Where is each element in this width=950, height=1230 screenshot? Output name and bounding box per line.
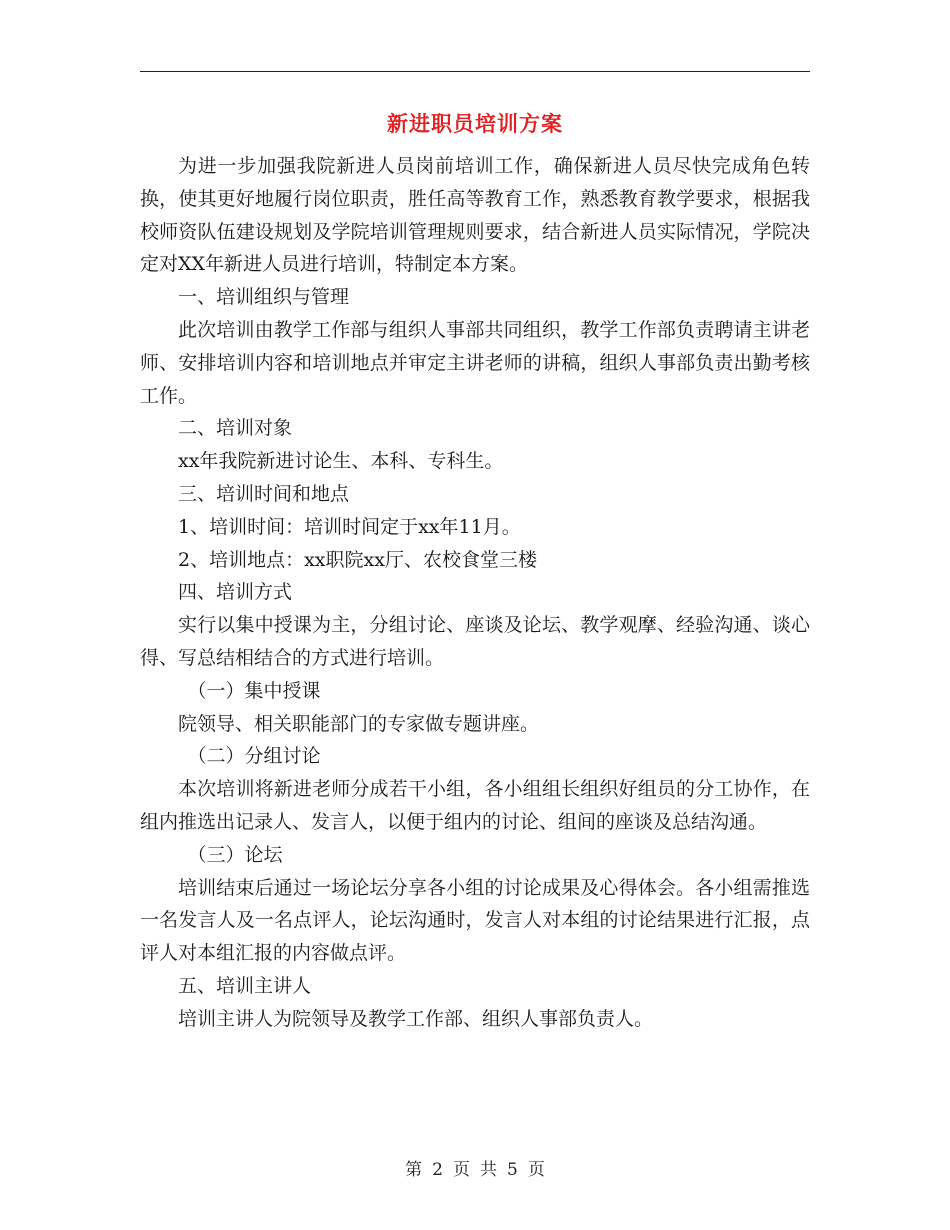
subheading-lectures: （一）集中授课 — [187, 679, 321, 702]
subheading-group-discussion: （二）分组讨论 — [187, 745, 321, 768]
speakers-paragraph: 培训主讲人为院领导及教学工作部、组织人事部负责人。 — [178, 1007, 654, 1030]
group-discussion-paragraph: 本次培训将新进老师分成若干小组，各小组组长组织好组员的分工协作，在组内推选出记录人、发言人，以便于组内的讨论、组间的座谈及总结沟通。 — [140, 778, 810, 833]
method-paragraph: 实行以集中授课为主，分组讨论、座谈及论坛、教学观摩、经验沟通、谈心得、写总结相结合的方式进行培训。 — [140, 614, 810, 669]
footer-suffix: 页 — [527, 1160, 545, 1180]
footer-total-pages: 5 — [507, 1160, 518, 1180]
subheading-forum: （三）论坛 — [187, 843, 283, 866]
footer-page-word: 页 — [453, 1160, 470, 1180]
place-paragraph: 2、培训地点：xx职院xx厅、农校食堂三楼 — [178, 548, 537, 571]
lectures-paragraph: 院领导、相关职能部门的专家做专题讲座。 — [178, 712, 540, 735]
document-body — [140, 150, 810, 1036]
page-footer — [0, 1155, 950, 1180]
intro-paragraph: 为进一步加强我院新进人员岗前培训工作，确保新进人员尽快完成角色转换，使其更好地履行岗位职责，胜任高等教育工作，熟悉教育教学要求，根据我校师资队伍建设规划及学院培训管理规则要求，结合新进人员实际情况，学院决定对XX年新进人员进行培训，特制定本方案。 — [140, 155, 810, 276]
audience-paragraph: xx年我院新进讨论生、本科、专科生。 — [178, 450, 504, 473]
footer-prefix: 第 — [405, 1160, 423, 1180]
document-title: 新进职员培训方案 — [387, 111, 563, 136]
footer-total-word: 共 — [480, 1160, 497, 1180]
section-heading-organization: 一、培训组织与管理 — [178, 286, 350, 309]
forum-paragraph: 培训结束后通过一场论坛分享各小组的讨论成果及心得体会。各小组需推选一名发言人及一名点评人，论坛沟通时，发言人对本组的讨论结果进行汇报，点评人对本组汇报的内容做点评。 — [140, 876, 810, 965]
organization-paragraph: 此次培训由教学工作部与组织人事部共同组织，教学工作部负责聘请主讲老师、安排培训内容和培训地点并审定主讲老师的讲稿，组织人事部负责出勤考核工作。 — [140, 318, 810, 407]
header-rule — [140, 71, 810, 72]
section-heading-audience: 二、培训对象 — [178, 417, 293, 440]
section-heading-speakers: 五、培训主讲人 — [178, 974, 312, 997]
footer-page-number: 2 — [432, 1160, 443, 1180]
section-heading-time-place: 三、培训时间和地点 — [178, 482, 350, 505]
time-paragraph: 1、培训时间：培训时间定于xx年11月。 — [178, 515, 521, 538]
section-heading-method: 四、培训方式 — [178, 581, 293, 604]
